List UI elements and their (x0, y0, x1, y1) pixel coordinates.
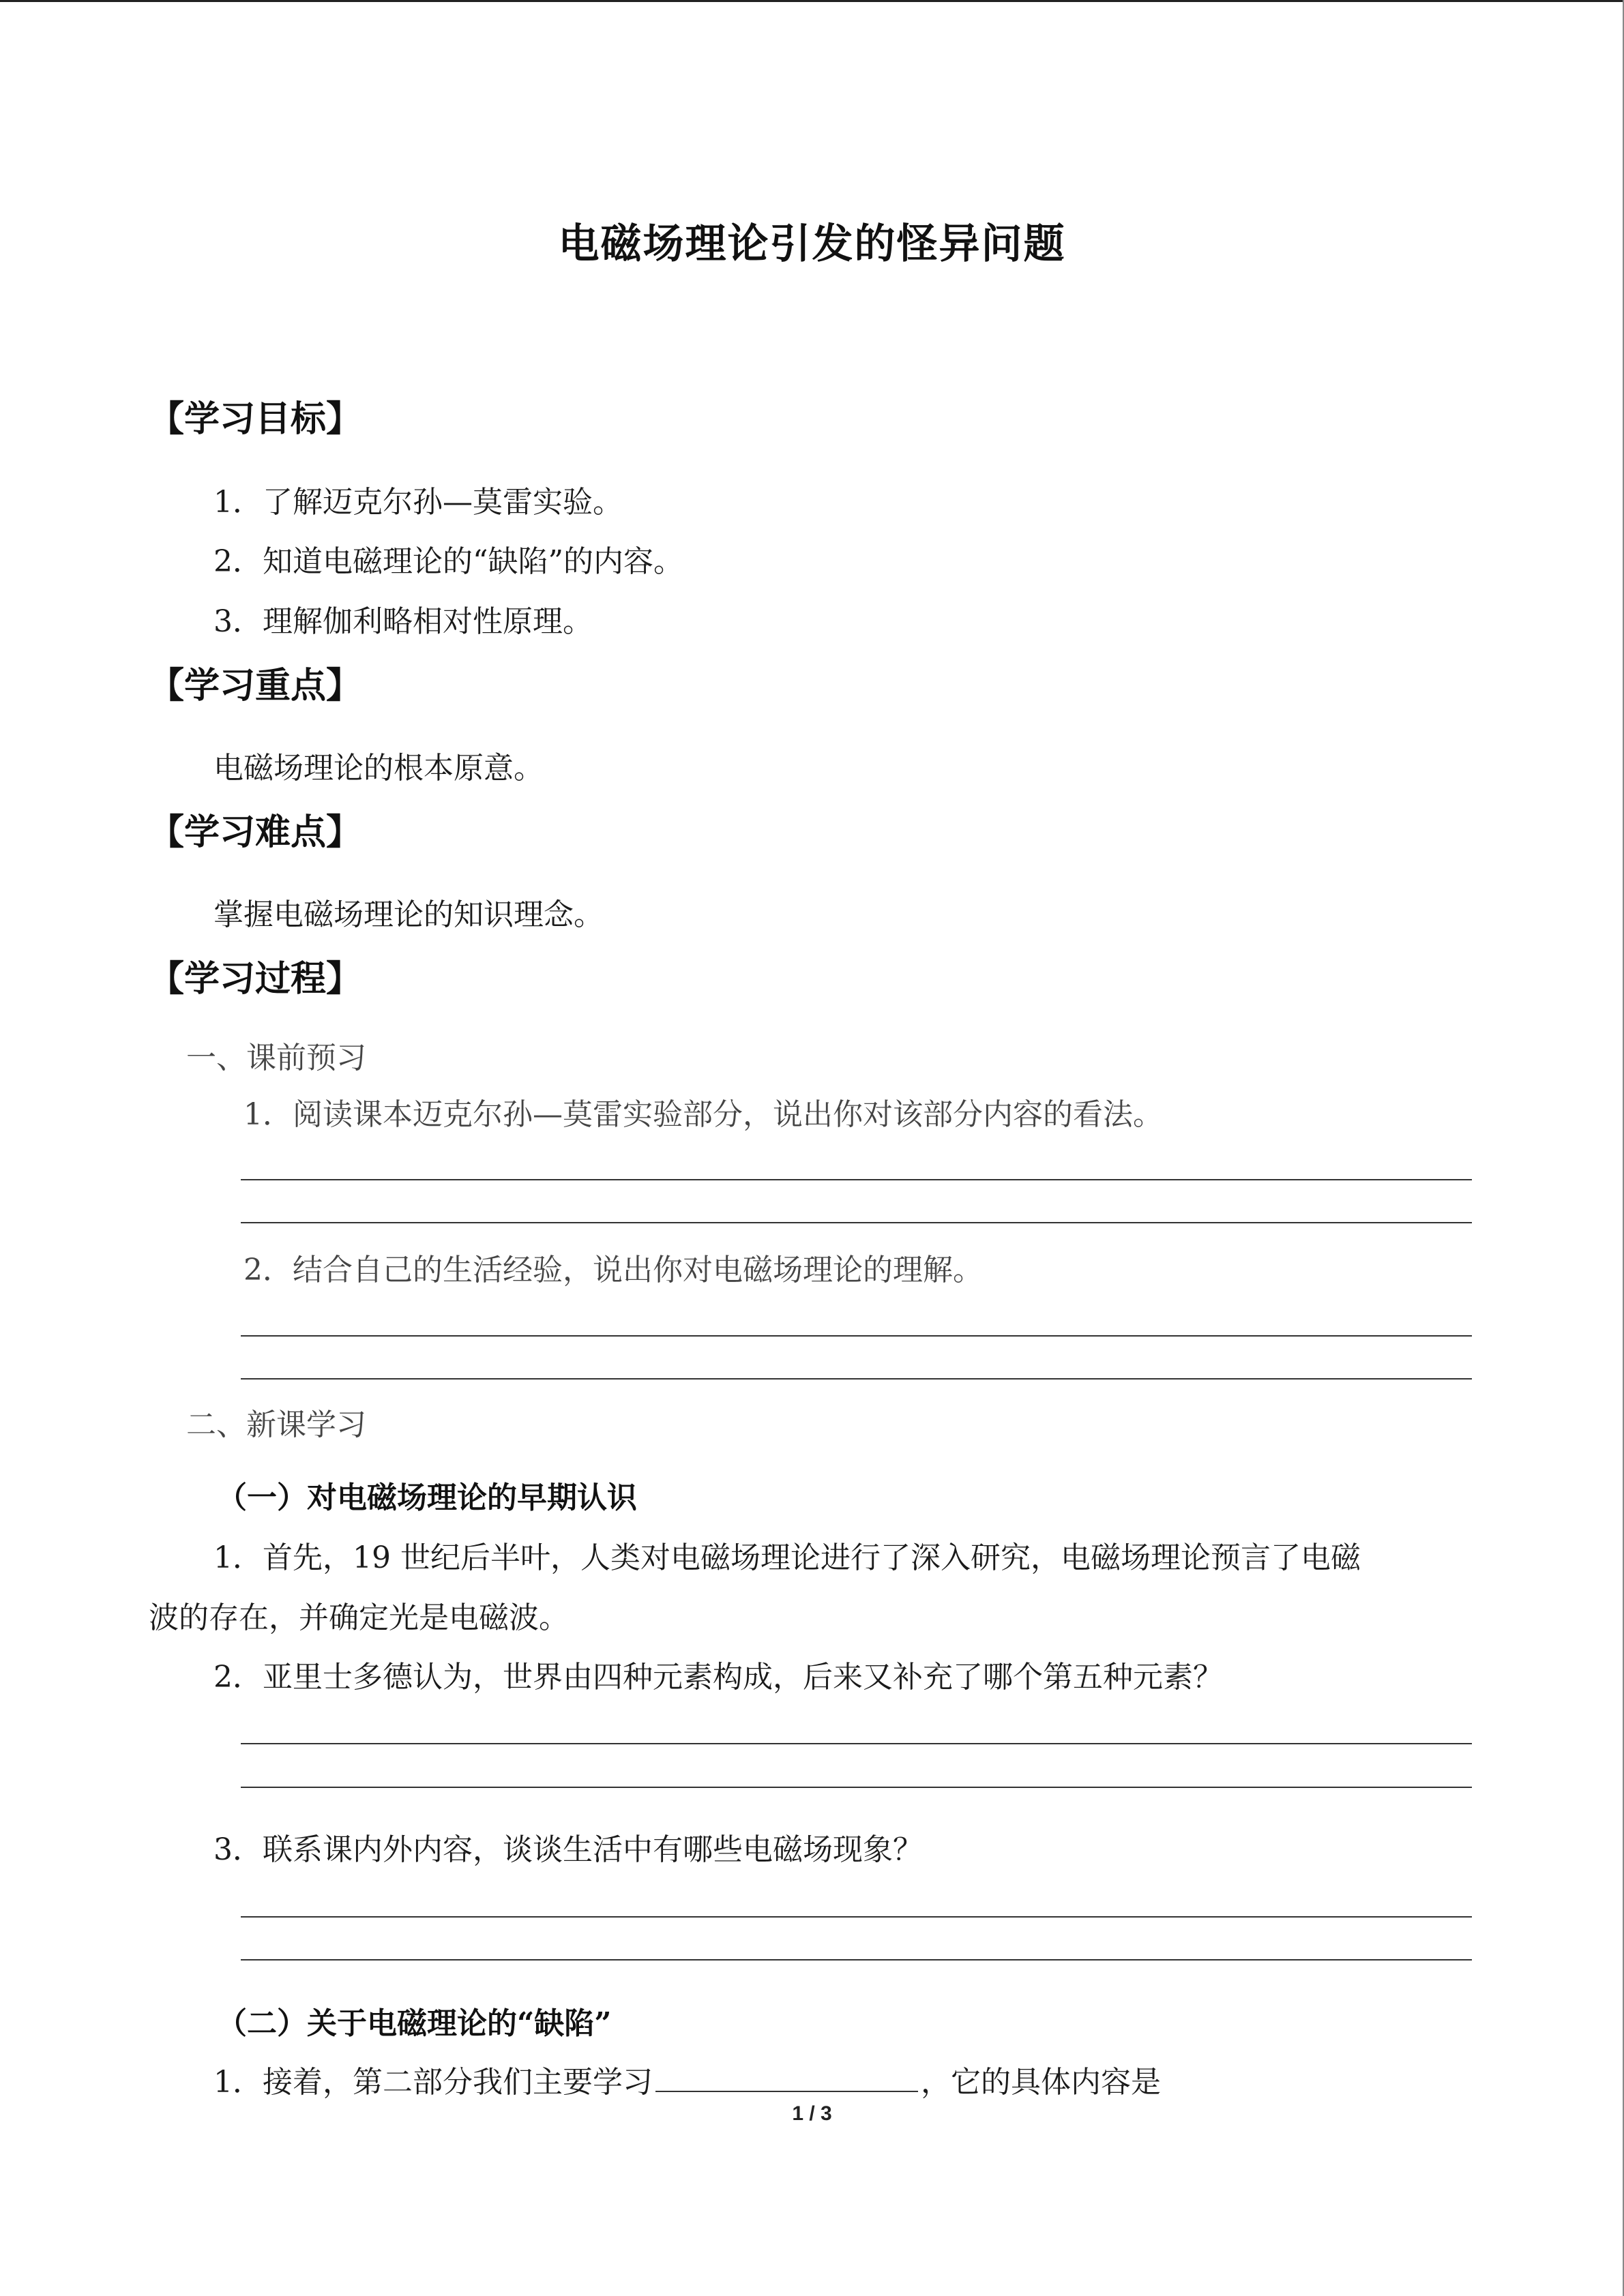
part1-paragraph-line-2: 波的存在，并确定光是电磁波。 (149, 1600, 569, 1635)
objective-item-2: 2．知道电磁理论的“缺陷”的内容。 (213, 544, 683, 579)
objective-item-3: 3．理解伽利略相对性原理。 (213, 604, 593, 639)
part2-question-1-after: ，它的具体内容是 (921, 2065, 1161, 2100)
objective-item-1: 1．了解迈克尔孙—莫雷实验。 (213, 485, 623, 520)
answer-line[interactable] (241, 1959, 1472, 1960)
part1-paragraph-line-1: 1．首先，19 世纪后半叶，人类对电磁场理论进行了深入研究，电磁场理论预言了电磁 (213, 1540, 1361, 1575)
answer-line[interactable] (241, 1378, 1472, 1380)
preview-label: 一、课前预习 (186, 1041, 366, 1075)
heading-objectives: 【学习目标】 (149, 398, 362, 440)
key-points-text: 电磁场理论的根本原意。 (213, 751, 544, 786)
part1-question-3: 3．联系课内外内容，谈谈生活中有哪些电磁场现象？ (213, 1832, 923, 1867)
answer-line[interactable] (241, 1222, 1472, 1223)
preview-question-1: 1．阅读课本迈克尔孙—莫雷实验部分，说出你对该部分内容的看法。 (243, 1097, 1163, 1132)
answer-line[interactable] (241, 1916, 1472, 1918)
fill-in-blank[interactable] (655, 2063, 918, 2092)
part2-question-1-before: 1．接着，第二部分我们主要学习 (213, 2065, 653, 2100)
answer-line[interactable] (241, 1787, 1472, 1788)
heading-process: 【学习过程】 (149, 958, 362, 1000)
difficulties-text: 掌握电磁场理论的知识理念。 (213, 897, 604, 932)
heading-key-points: 【学习重点】 (149, 665, 362, 706)
heading-difficulties: 【学习难点】 (149, 811, 362, 853)
answer-line[interactable] (241, 1743, 1472, 1744)
preview-question-2: 2．结合自己的生活经验，说出你对电磁场理论的理解。 (243, 1253, 983, 1287)
part2-question-1 (213, 2057, 1161, 2101)
page-number: 1 / 3 (792, 2102, 832, 2125)
part2-heading: （二）关于电磁理论的“缺陷” (217, 2006, 612, 2041)
answer-line[interactable] (241, 1179, 1472, 1180)
answer-line[interactable] (241, 1335, 1472, 1337)
part1-question-2: 2．亚里士多德认为，世界由四种元素构成，后来又补充了哪个第五种元素？ (213, 1660, 1223, 1695)
new-lesson-label: 二、新课学习 (186, 1407, 366, 1442)
page-title: 电磁场理论引发的怪异问题 (558, 220, 1066, 268)
top-border (0, 0, 1624, 2)
part1-heading: （一）对电磁场理论的早期认识 (217, 1480, 637, 1515)
